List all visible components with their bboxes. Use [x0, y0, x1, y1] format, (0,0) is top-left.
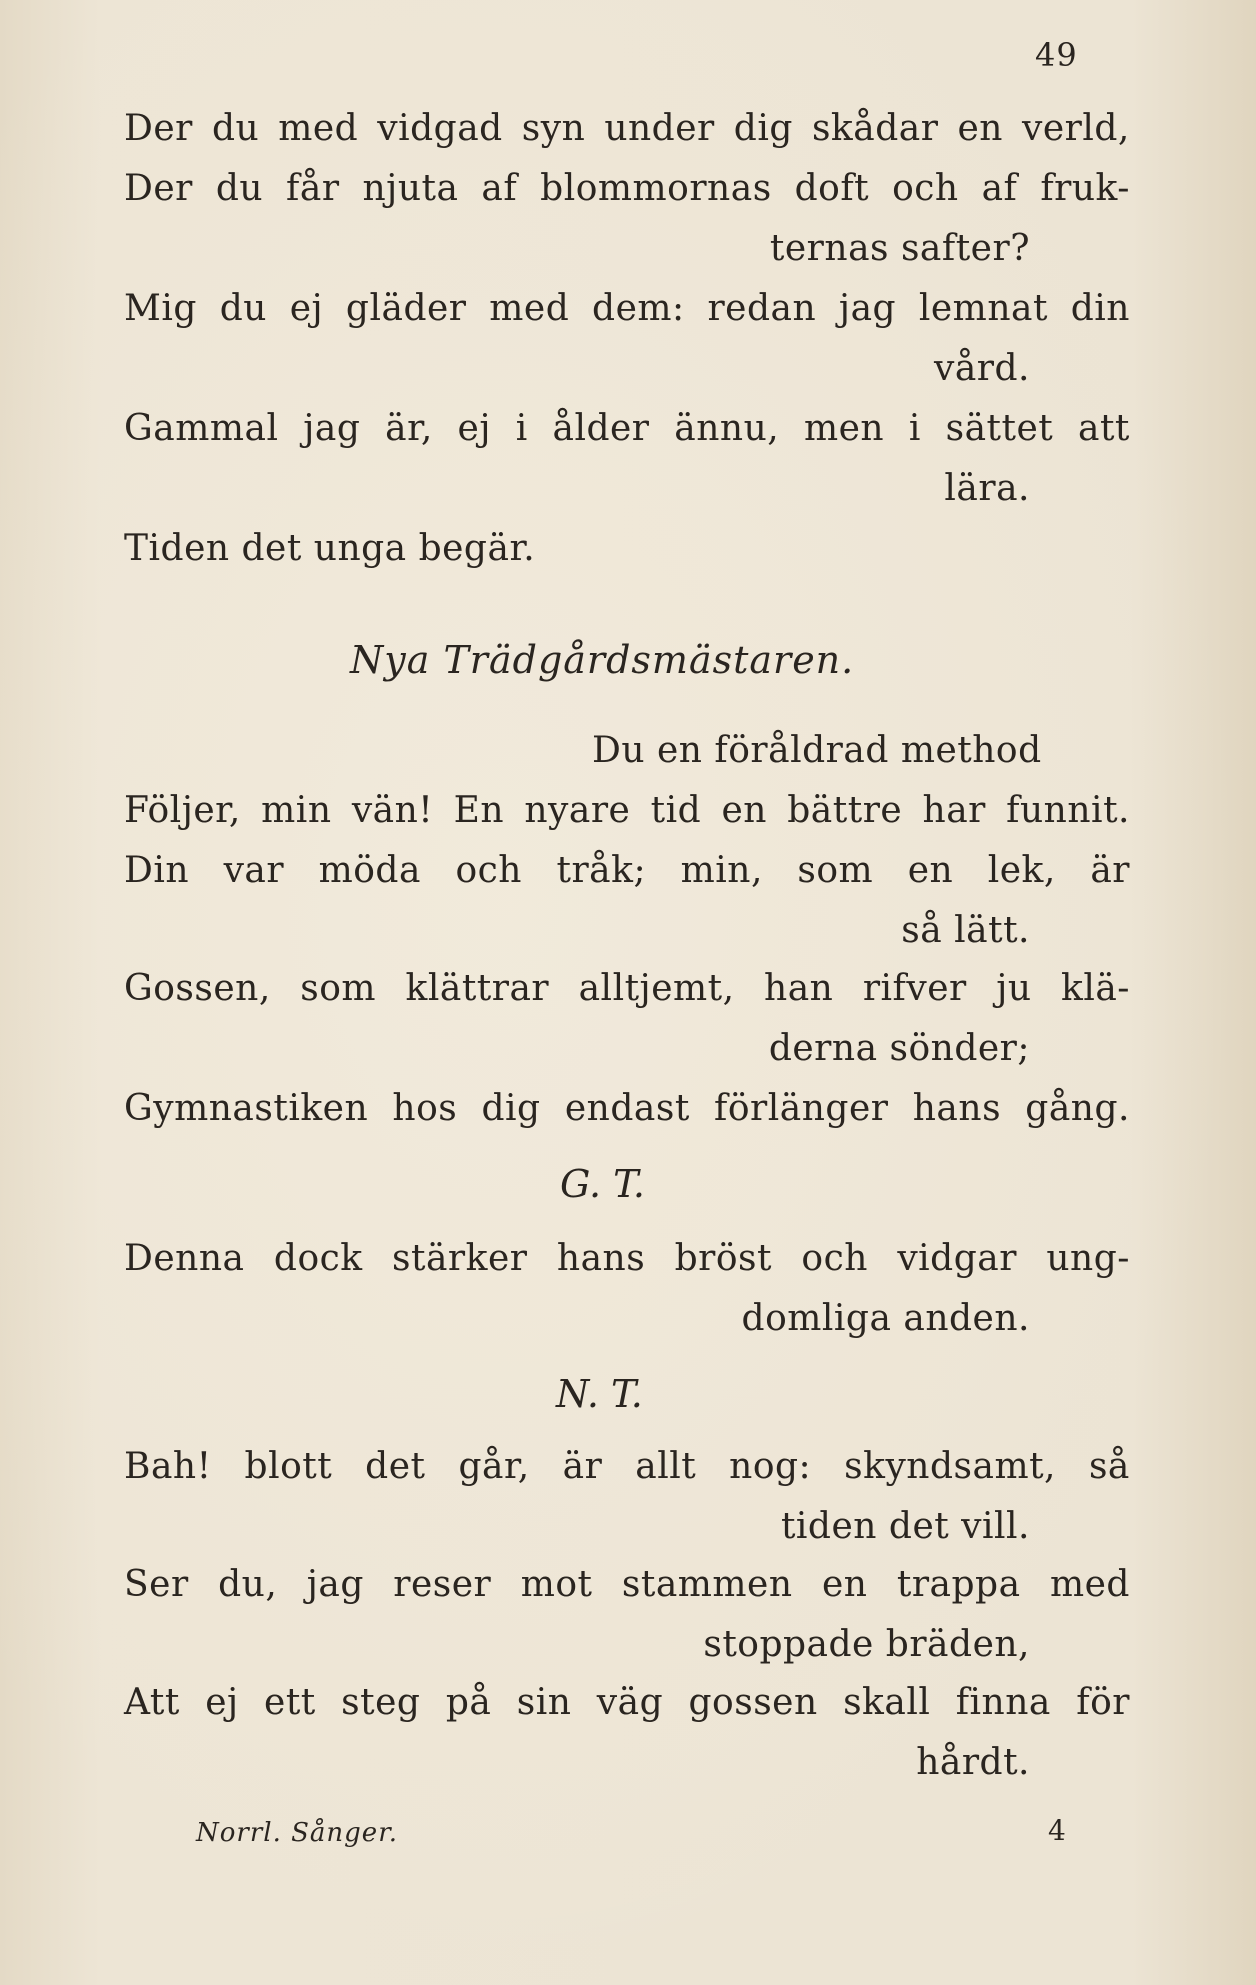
verse-word: allt	[635, 1446, 697, 1487]
verse-word: ju	[996, 968, 1032, 1009]
verse-word: syn	[521, 108, 586, 149]
verse-word: verld,	[1022, 108, 1130, 149]
verse-word: i	[908, 408, 921, 449]
verse-word: Ser	[124, 1564, 189, 1605]
verse-word: lek,	[987, 850, 1056, 891]
verse-word: skådar	[811, 108, 939, 149]
verse-line	[124, 288, 1130, 329]
verse-word: klä-	[1061, 968, 1130, 1009]
verse-word: redan	[707, 288, 817, 329]
verse-line-continuation: lära.	[944, 468, 1030, 509]
verse-word: hos	[392, 1088, 458, 1129]
verse-line	[124, 1088, 1130, 1129]
verse-word: lemnat	[918, 288, 1048, 329]
verse-line: Tiden det unga begär.	[124, 528, 536, 569]
verse-word: af	[481, 168, 518, 209]
verse-word: var	[223, 850, 285, 891]
verse-word: får	[286, 168, 340, 209]
verse-word: går,	[458, 1446, 530, 1487]
verse-word: alltjemt,	[578, 968, 735, 1009]
verse-line	[124, 1682, 1130, 1723]
sheet-number: 4	[1048, 1814, 1066, 1847]
verse-line	[124, 1564, 1130, 1605]
verse-word: en	[821, 1564, 868, 1605]
verse-word: En	[453, 790, 505, 831]
verse-word: klättrar	[405, 968, 550, 1009]
verse-word: ung-	[1046, 1238, 1130, 1279]
verse-word: hans	[556, 1238, 646, 1279]
page-number: 49	[1035, 36, 1078, 74]
verse-word: dem:	[592, 288, 685, 329]
verse-word: han	[764, 968, 834, 1009]
verse-word: nog:	[729, 1446, 812, 1487]
verse-word: din	[1070, 288, 1130, 329]
verse-word: gläder	[345, 288, 467, 329]
verse-line-continuation: stoppade bräden,	[703, 1624, 1030, 1665]
verse-word: funnit.	[1006, 790, 1130, 831]
verse-word: fruk-	[1040, 168, 1130, 209]
verse-word: ännu,	[674, 408, 780, 449]
verse-word: på	[445, 1682, 492, 1723]
verse-word: en	[721, 790, 767, 831]
verse-word: Gammal	[124, 408, 279, 449]
verse-word: ej	[457, 408, 491, 449]
verse-word: doft	[794, 168, 870, 209]
verse-word: skall	[843, 1682, 931, 1723]
verse-line	[124, 850, 1130, 891]
verse-word: bättre	[787, 790, 903, 831]
verse-word: men	[803, 408, 885, 449]
verse-line-continuation: ternas safter?	[769, 228, 1030, 269]
verse-word: för	[1076, 1682, 1130, 1723]
poem-heading: Nya Trädgårdsmästaren.	[350, 638, 855, 682]
verse-word: och	[892, 168, 959, 209]
verse-word: är	[1090, 850, 1130, 891]
verse-word: möda	[318, 850, 421, 891]
verse-word: väg	[596, 1682, 664, 1723]
verse-line	[124, 408, 1130, 449]
verse-word: Der	[124, 168, 193, 209]
verse-word: du,	[218, 1564, 278, 1605]
speaker-label: G. T.	[560, 1162, 645, 1206]
verse-word: du	[211, 108, 260, 149]
verse-word: du	[219, 288, 267, 329]
verse-word: Följer,	[124, 790, 241, 831]
verse-word: med	[489, 288, 570, 329]
verse-line-continuation: domliga anden.	[741, 1298, 1030, 1339]
verse-word: ej	[205, 1682, 239, 1723]
verse-line-continuation: hårdt.	[916, 1742, 1030, 1783]
verse-word: trappa	[896, 1564, 1021, 1605]
verse-word: njuta	[362, 168, 459, 209]
verse-word: och	[455, 850, 522, 891]
verse-word: tid	[650, 790, 702, 831]
verse-word: endast	[564, 1088, 690, 1129]
verse-word: som	[797, 850, 874, 891]
verse-line	[124, 1238, 1130, 1279]
verse-word: har	[922, 790, 986, 831]
verse-word: Denna	[124, 1238, 245, 1279]
verse-word: steg	[341, 1682, 421, 1723]
verse-word: min,	[680, 850, 763, 891]
verse-word: mot	[520, 1564, 593, 1605]
verse-word: hans	[912, 1088, 1002, 1129]
speaker-label: N. T.	[556, 1372, 643, 1416]
verse-word: reser	[393, 1564, 492, 1605]
verse-word: ålder	[552, 408, 650, 449]
signature-mark: Norrl. Sånger.	[196, 1818, 399, 1848]
verse-word: jag	[303, 408, 361, 449]
verse-line: Du en föråldrad method	[592, 730, 1042, 771]
verse-word: rifver	[862, 968, 967, 1009]
verse-line-continuation: derna sönder;	[768, 1028, 1030, 1069]
verse-word: en	[957, 108, 1003, 149]
verse-word: sättet	[945, 408, 1054, 449]
verse-word: nyare	[524, 790, 631, 831]
verse-word: det	[365, 1446, 426, 1487]
verse-word: stammen	[621, 1564, 793, 1605]
verse-word: ett	[264, 1682, 316, 1723]
verse-word: blommornas	[540, 168, 772, 209]
verse-word: Mig	[124, 288, 197, 329]
verse-word: och	[801, 1238, 868, 1279]
verse-word: dock	[273, 1238, 363, 1279]
verse-word: under	[604, 108, 715, 149]
verse-word: med	[278, 108, 359, 149]
verse-word: dig	[733, 108, 793, 149]
verse-word: sin	[516, 1682, 572, 1723]
verse-line-continuation: tiden det vill.	[780, 1506, 1030, 1547]
verse-line-continuation: vård.	[934, 348, 1030, 389]
verse-word: Gymnastiken	[124, 1088, 369, 1129]
verse-word: Der	[124, 108, 193, 149]
verse-word: af	[981, 168, 1018, 209]
verse-line	[124, 790, 1130, 831]
verse-word: som	[300, 968, 377, 1009]
verse-line-continuation: så lätt.	[901, 910, 1030, 951]
verse-word: gång.	[1025, 1088, 1130, 1129]
verse-word: Bah!	[124, 1446, 212, 1487]
verse-word: Gossen,	[124, 968, 271, 1009]
verse-word: med	[1049, 1564, 1130, 1605]
verse-word: vän!	[351, 790, 434, 831]
verse-word: min	[261, 790, 332, 831]
verse-word: bröst	[674, 1238, 772, 1279]
verse-word: en	[907, 850, 954, 891]
verse-word: vidgad	[377, 108, 503, 149]
verse-line	[124, 1446, 1130, 1487]
verse-word: så	[1088, 1446, 1130, 1487]
verse-word: gossen	[688, 1682, 818, 1723]
verse-word: du	[215, 168, 264, 209]
verse-word: jag	[838, 288, 897, 329]
verse-word: att	[1077, 408, 1130, 449]
verse-word: tråk;	[556, 850, 647, 891]
verse-word: är,	[385, 408, 433, 449]
verse-word: blott	[244, 1446, 333, 1487]
verse-word: Att	[124, 1682, 180, 1723]
verse-word: i	[515, 408, 528, 449]
verse-line	[124, 968, 1130, 1009]
verse-line	[124, 168, 1130, 209]
verse-line	[124, 108, 1130, 149]
verse-word: ej	[289, 288, 324, 329]
verse-word: förlänger	[714, 1088, 889, 1129]
verse-word: skyndsamt,	[844, 1446, 1056, 1487]
verse-word: dig	[481, 1088, 541, 1129]
verse-word: vidgar	[897, 1238, 1017, 1279]
verse-word: jag	[306, 1564, 364, 1605]
verse-word: Din	[124, 850, 190, 891]
verse-word: stärker	[392, 1238, 528, 1279]
verse-word: finna	[955, 1682, 1051, 1723]
verse-word: är	[562, 1446, 603, 1487]
